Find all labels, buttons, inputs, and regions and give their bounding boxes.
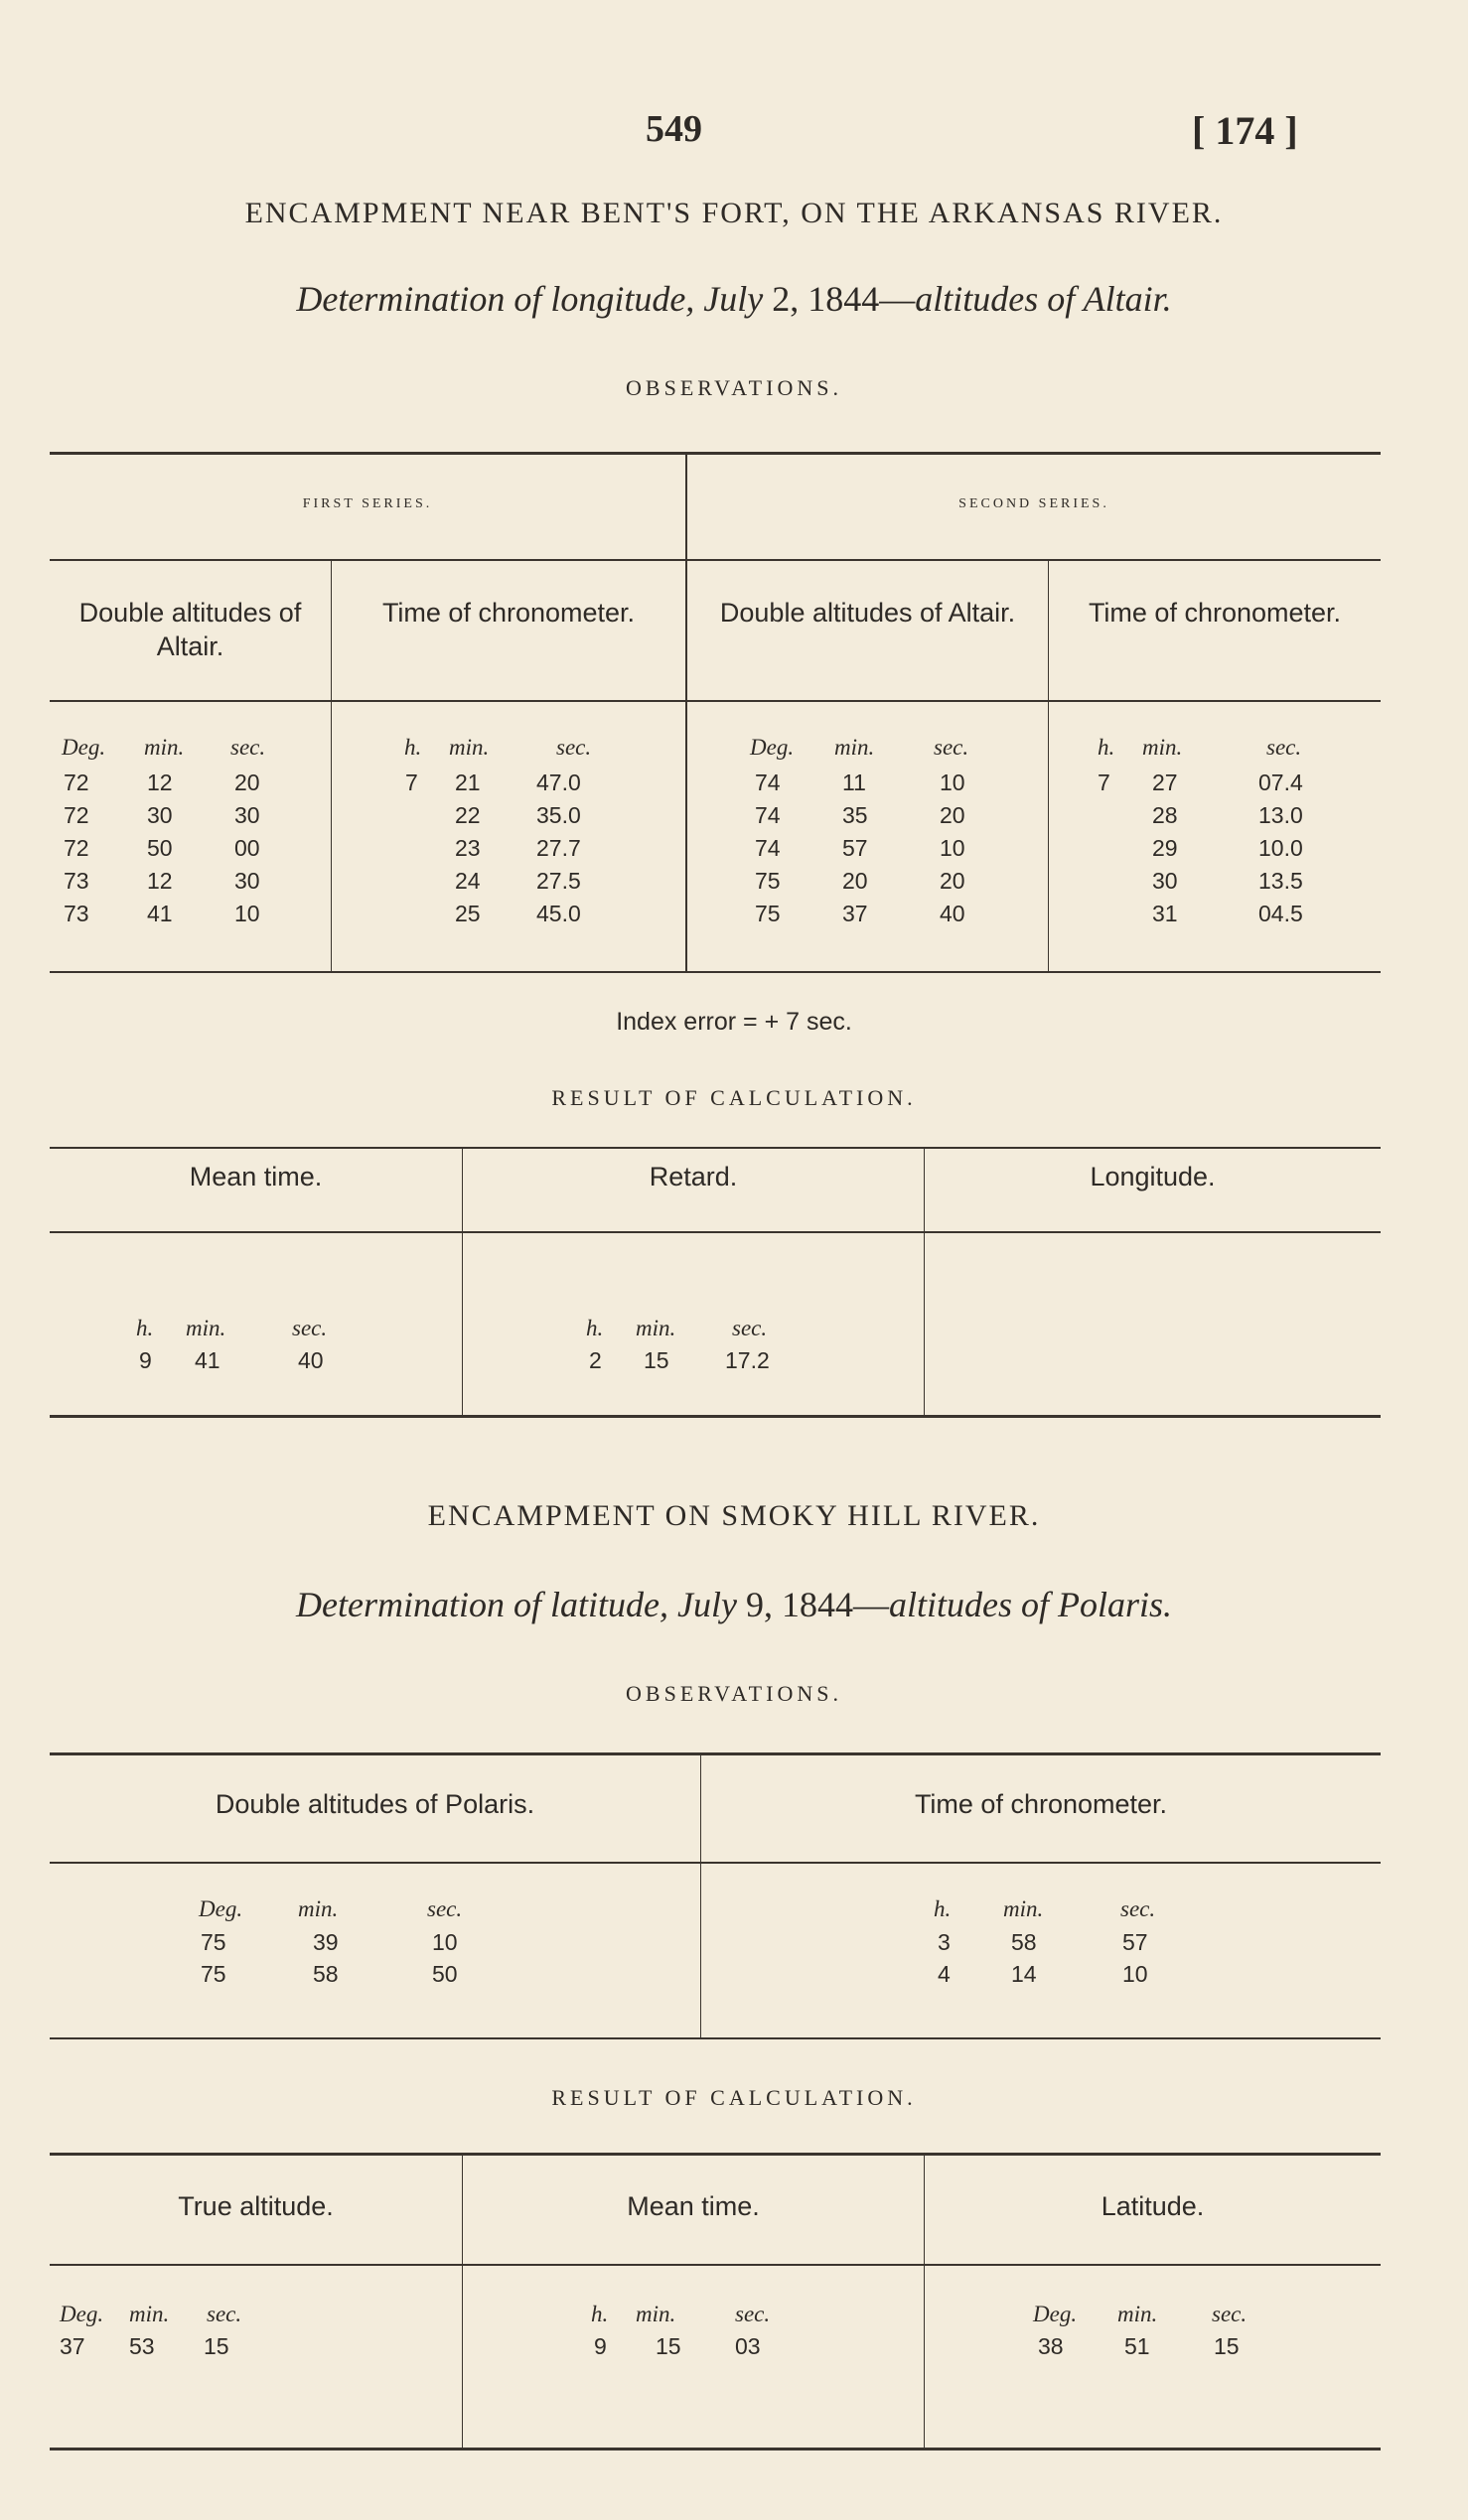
cell-tsec: 13.0 [1258, 802, 1303, 828]
mean-time-sec: 40 [298, 1347, 324, 1373]
cell-tmin: 23 [455, 835, 481, 861]
table1-mid-divider [685, 452, 687, 973]
subtitle-italic2: altitudes of Altair. [915, 279, 1172, 319]
unit-tsec-1: sec. [556, 735, 592, 760]
table2-header-rule [50, 1862, 1381, 1864]
result1-header-rule [50, 1231, 1381, 1233]
cell-min: 12 [147, 770, 173, 795]
cell-deg: 75 [755, 868, 781, 894]
table2-top-rule [50, 1752, 1381, 1755]
col-longitude: Longitude. [1090, 1162, 1216, 1191]
true-alt-deg: 37 [60, 2333, 85, 2359]
mean-time2-sec: 03 [735, 2333, 761, 2359]
unit-min: min. [298, 1896, 339, 1921]
unit-tmin-1: min. [449, 735, 490, 760]
subtitle-italic: Determination of longitude, July [296, 279, 764, 319]
unit-sec-1: sec. [230, 735, 266, 760]
cell-tsec: 13.5 [1258, 868, 1303, 894]
col-double-alt-2: Double altitudes of Altair. [719, 598, 1016, 628]
section1-subtitle [0, 278, 1468, 320]
table2-bottom-rule [50, 2037, 1381, 2039]
unit-deg-2: Deg. [750, 735, 795, 760]
unit-sec: sec. [1212, 2302, 1248, 2326]
cell-tmin: 27 [1152, 770, 1178, 795]
cell-min: 11 [842, 770, 866, 795]
cell-sec: 00 [234, 835, 260, 861]
cell-tmin: 22 [455, 802, 481, 828]
cell-tmin: 25 [455, 901, 481, 926]
cell-sec: 10 [234, 901, 260, 926]
unit-sec: sec. [207, 2302, 242, 2326]
col-latitude: Latitude. [1101, 2191, 1205, 2221]
cell-deg: 75 [201, 1961, 226, 1987]
col-time-1: Time of chronometer. [381, 598, 636, 628]
cell-sec: 10 [940, 835, 965, 861]
cell-deg: 72 [64, 835, 89, 861]
retard-h: 2 [589, 1347, 602, 1373]
section1-title: ENCAMPMENT NEAR BENT'S FORT, ON THE ARKANSAS RIVER. [244, 197, 1224, 229]
unit-deg-1: Deg. [62, 735, 106, 760]
cell-min: 57 [842, 835, 868, 861]
cell-deg: 75 [755, 901, 781, 926]
unit-h: h. [586, 1316, 604, 1340]
cell-deg: 75 [201, 1929, 226, 1955]
result1-top-rule [50, 1147, 1381, 1149]
cell-tsec: 10 [1122, 1961, 1148, 1987]
col-time-polaris: Time of chronometer. [914, 1789, 1168, 1819]
mean-time2-min: 15 [656, 2333, 681, 2359]
unit-sec: sec. [732, 1316, 768, 1340]
cell-min: 50 [147, 835, 173, 861]
true-alt-min: 53 [129, 2333, 155, 2359]
cell-tmin: 14 [1011, 1961, 1037, 1987]
cell-min: 12 [147, 868, 173, 894]
cell-min: 58 [313, 1961, 339, 1987]
retard-min: 15 [644, 1347, 669, 1373]
subtitle-plain: 2, 1844— [763, 279, 916, 319]
result2-bottom-rule [50, 2448, 1381, 2450]
cell-sec: 20 [234, 770, 260, 795]
cell-sec: 20 [940, 868, 965, 894]
cell-h: 4 [938, 1961, 951, 1987]
unit-deg: Deg. [60, 2302, 104, 2326]
cell-h: 7 [405, 770, 418, 795]
cell-tsec: 27.5 [536, 868, 581, 894]
result1-bottom-rule [50, 1415, 1381, 1418]
latitude-deg: 38 [1038, 2333, 1064, 2359]
cell-sec: 50 [432, 1961, 458, 1987]
document-number: [ 174 ] [1192, 108, 1298, 153]
cell-tmin: 21 [455, 770, 481, 795]
unit-sec: sec. [292, 1316, 328, 1340]
cell-tmin: 31 [1152, 901, 1178, 926]
unit-min: min. [186, 1316, 226, 1340]
cell-tmin: 28 [1152, 802, 1178, 828]
cell-tsec: 57 [1122, 1929, 1148, 1955]
col-double-alt-1: Double altitudes of Altair. [78, 598, 302, 661]
cell-tsec: 47.0 [536, 770, 581, 795]
mean-time2-h: 9 [594, 2333, 607, 2359]
cell-tmin: 30 [1152, 868, 1178, 894]
cell-deg: 73 [64, 868, 89, 894]
table1-top-rule [50, 452, 1381, 455]
section2-title: ENCAMPMENT ON SMOKY HILL RIVER. [427, 1499, 1041, 1532]
true-alt-sec: 15 [204, 2333, 229, 2359]
index-error: Index error = + 7 sec. [616, 1008, 852, 1036]
cell-tsec: 07.4 [1258, 770, 1303, 795]
unit-h-2: h. [1098, 735, 1115, 760]
cell-deg: 72 [64, 770, 89, 795]
cell-tsec: 27.7 [536, 835, 581, 861]
cell-tsec: 45.0 [536, 901, 581, 926]
unit-sec: sec. [1120, 1896, 1156, 1921]
section2-result-label: RESULT OF CALCULATION. [551, 2085, 917, 2110]
unit-min: min. [129, 2302, 170, 2326]
unit-min-2: min. [834, 735, 875, 760]
cell-h: 3 [938, 1929, 951, 1955]
second-series-label: SECOND SERIES. [958, 496, 1109, 511]
unit-deg: Deg. [199, 1896, 243, 1921]
cell-min: 39 [313, 1929, 339, 1955]
result2-header-rule [50, 2264, 1381, 2266]
unit-min: min. [1117, 2302, 1158, 2326]
unit-sec-2: sec. [934, 735, 969, 760]
col-mean-time-2: Mean time. [627, 2191, 760, 2221]
cell-deg: 74 [755, 770, 781, 795]
latitude-sec: 15 [1214, 2333, 1240, 2359]
cell-tsec: 04.5 [1258, 901, 1303, 926]
cell-deg: 73 [64, 901, 89, 926]
subtitle-italic2: altitudes of Polaris. [888, 1585, 1172, 1624]
unit-deg: Deg. [1033, 2302, 1078, 2326]
cell-sec: 20 [940, 802, 965, 828]
cell-min: 41 [147, 901, 173, 926]
unit-min: min. [636, 1316, 676, 1340]
cell-tsec: 10.0 [1258, 835, 1303, 861]
col-double-alt-polaris: Double altitudes of Polaris. [215, 1789, 535, 1819]
cell-sec: 10 [432, 1929, 458, 1955]
col-time-2: Time of chronometer. [1088, 598, 1342, 628]
cell-tmin: 29 [1152, 835, 1178, 861]
cell-min: 20 [842, 868, 868, 894]
unit-h: h. [934, 1896, 952, 1921]
unit-h: h. [591, 2302, 609, 2326]
subtitle-plain: 9, 1844— [736, 1585, 889, 1624]
unit-h-1: h. [404, 735, 422, 760]
latitude-min: 51 [1124, 2333, 1150, 2359]
retard-sec: 17.2 [725, 1347, 770, 1373]
cell-h: 7 [1098, 770, 1110, 795]
cell-sec: 30 [234, 802, 260, 828]
cell-sec: 10 [940, 770, 965, 795]
cell-tmin: 58 [1011, 1929, 1037, 1955]
cell-deg: 72 [64, 802, 89, 828]
section2-observations-label: OBSERVATIONS. [626, 1681, 842, 1706]
cell-tmin: 24 [455, 868, 481, 894]
table1-bottom-rule [50, 971, 1381, 973]
unit-min: min. [1003, 1896, 1044, 1921]
first-series-label: FIRST SERIES. [302, 496, 433, 511]
unit-sec: sec. [427, 1896, 463, 1921]
result2-top-rule [50, 2153, 1381, 2156]
unit-tmin-2: min. [1142, 735, 1183, 760]
table1-header-rule [50, 700, 1381, 702]
unit-tsec-2: sec. [1266, 735, 1302, 760]
section1-observations-label: OBSERVATIONS. [626, 375, 842, 400]
mean-time-min: 41 [195, 1347, 220, 1373]
col-true-altitude: True altitude. [178, 2191, 334, 2221]
subtitle-italic: Determination of latitude, July [296, 1585, 737, 1624]
cell-min: 35 [842, 802, 868, 828]
cell-sec: 40 [940, 901, 965, 926]
unit-min: min. [636, 2302, 676, 2326]
mean-time-h: 9 [139, 1347, 152, 1373]
cell-tsec: 35.0 [536, 802, 581, 828]
cell-sec: 30 [234, 868, 260, 894]
cell-min: 30 [147, 802, 173, 828]
unit-min-1: min. [144, 735, 185, 760]
cell-deg: 74 [755, 835, 781, 861]
unit-h: h. [136, 1316, 154, 1340]
section1-result-label: RESULT OF CALCULATION. [551, 1085, 917, 1110]
cell-deg: 74 [755, 802, 781, 828]
col-mean-time-1: Mean time. [189, 1162, 323, 1191]
page-number: 549 [646, 108, 702, 150]
unit-sec: sec. [735, 2302, 771, 2326]
table1-series-rule [50, 559, 1381, 561]
cell-min: 37 [842, 901, 868, 926]
col-retard: Retard. [649, 1162, 738, 1191]
section2-subtitle [0, 1584, 1468, 1625]
